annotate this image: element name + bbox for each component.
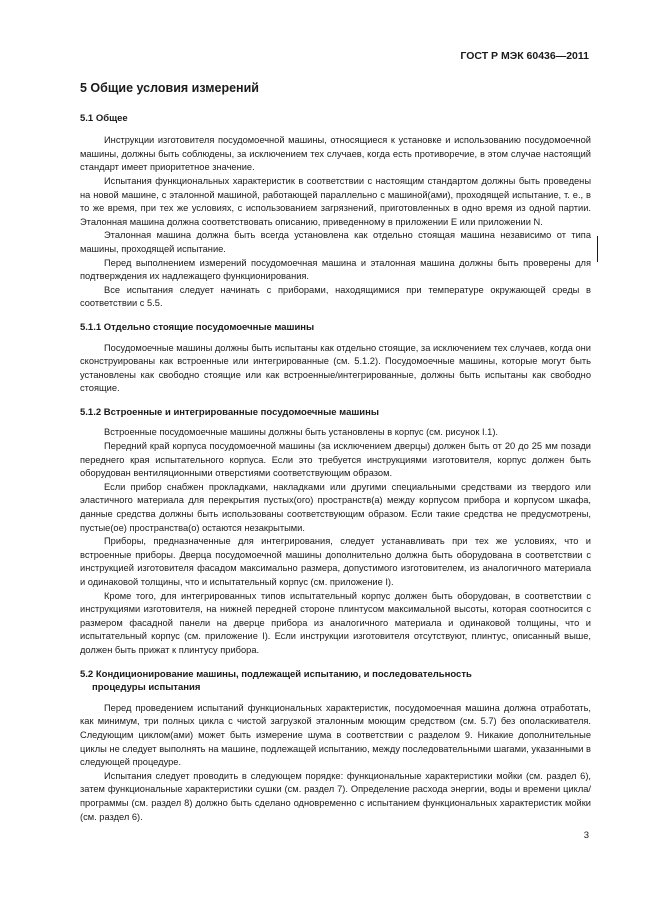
paragraph: Если прибор снабжен прокладками, накладками или другими специальными средствами из твердого или эластичного материала для перекрытия пустых(ого) пространств(а) между корпусом прибора и корпусом шкафа, данные средства должны быть использованы соответствующим образом. Если такие средства не предусмотрены, пустые(ое) пространства(о) остаются незакрытыми. — [80, 481, 591, 533]
paragraph: Посудомоечные машины должны быть испытаны как отдельно стоящие, за исключением тех случаев, когда они сконструированы как встроенные или интегрированные (см. 5.1.2). Посудомоечные машины, которые могут быть установлены как свободно стоящие или как встроенные/интегрированные, должны быть испытаны как свободно стоящие. — [80, 342, 591, 394]
section-5-1-1-heading: 5.1.1 Отдельно стоящие посудомоечные машины — [80, 321, 315, 333]
page-number: 3 — [583, 830, 589, 841]
paragraph: Кроме того, для интегрированных типов испытательный корпус должен быть оборудован, в соответствии с инструкциями изготовителя, на нижней передней стороне плинтусом максимальной высоты, которая соотносится с размером фасадной панели на дверце прибора из аналогичного материала и одинаковой толщины, что и испытательный корпус (см. приложение I). Если инструкции изготовителя отсутствуют, плинтус, описанный выше, должен быть прижат к плинтусу прибора. — [80, 590, 591, 655]
section-5-2-heading — [80, 668, 591, 695]
paragraph: Перед выполнением измерений посудомоечная машина и эталонная машина должны быть проверены для подтверждения их надлежащего функционирования. — [80, 257, 591, 282]
section-5-1-2-heading: 5.1.2 Встроенные и интегрированные посудомоечные машины — [80, 406, 379, 418]
section-5-1-heading: 5.1 Общее — [80, 112, 128, 124]
section-5-2-heading-line2: процедуры испытания — [92, 682, 201, 694]
paragraph: Передний край корпуса посудомоечной машины (за исключением дверцы) должен быть от 20 до 25 мм позади переднего края испытательного корпуса. Если это требуется инструкциями изготовителя, корпус должен быть оборудован вентиляционными отверстиями соответствующим образом. — [80, 441, 591, 479]
revision-bar — [597, 236, 598, 262]
paragraph: Испытания следует проводить в следующем порядке: функциональные характеристики мойки (см. раздел 6), затем функциональные характеристики сушки (см. раздел 7). Определение расхода энергии, воды и времени цикла/программы (см. раздел 8) должно быть сделано одновременно с испытанием функциональных характеристик мойки (см. раздел 6). — [80, 770, 591, 822]
paragraph: Эталонная машина должна быть всегда установлена как отдельно стоящая машина независимо от типа машины, проходящей испытание. — [80, 230, 591, 254]
standard-designation: ГОСТ Р МЭК 60436—2011 — [460, 50, 589, 62]
paragraph: Испытания функциональных характеристик в соответствии с настоящим стандартом должны быть проведены на новой машине, с эталонной машиной, работающей параллельно с машиной(ами), проходящей испытание, т. е., в то же время, при тех же условиях, с использованием загрязнений, приготовленных в одно время из одной партии. Эталонная машина должна соответствовать описанию, приведенному в приложении E или приложении N. — [80, 175, 591, 227]
paragraph: Приборы, предназначенные для интегрирования, следует устанавливать при тех же условиях, что и встроенные приборы. Дверца посудомоечной машины дополнительно должна быть оборудована в соответствии с инструкцией изготовителя фасадом максимально размера, допустимого изготовителем, из аналогичного материала и одинаковой толщины, что и испытательный корпус (см. приложение I). — [80, 536, 591, 587]
paragraph: Перед проведением испытаний функциональных характеристик, посудомоечная машина должна отработать, как минимум, три полных цикла с чистой загрузкой эталонным моющим средством (см. 5.7) без ополаскивателя. Следующим циклом(ами) может быть измерение шума в соответствии с разделом 9. Никакие дополнительные циклы не следует выполнять на машине, подлежащей испытанию, между последовательными шагами, указанными в следующей процедуре. — [80, 702, 591, 768]
page-content — [80, 76, 591, 824]
section-5-heading: 5 Общие условия измерений — [80, 81, 259, 95]
section-5-2-heading-line1: 5.2 Кондиционирование машины, подлежащей испытанию, и последовательность — [80, 668, 472, 680]
paragraph: Все испытания следует начинать с приборами, находящимися при температуре окружающей среды в соответствии с 5.5. — [80, 284, 591, 309]
paragraph: Инструкции изготовителя посудомоечной машины, относящиеся к установке и использованию посудомоечной машины, должны быть соблюдены, за исключением тех случаев, когда есть противоречие, в этом случае настоящий стандарт имеет приоритетное значение. — [80, 135, 591, 173]
paragraph: Встроенные посудомоечные машины должны быть установлены в корпус (см. рисунок I.1). — [104, 427, 499, 438]
